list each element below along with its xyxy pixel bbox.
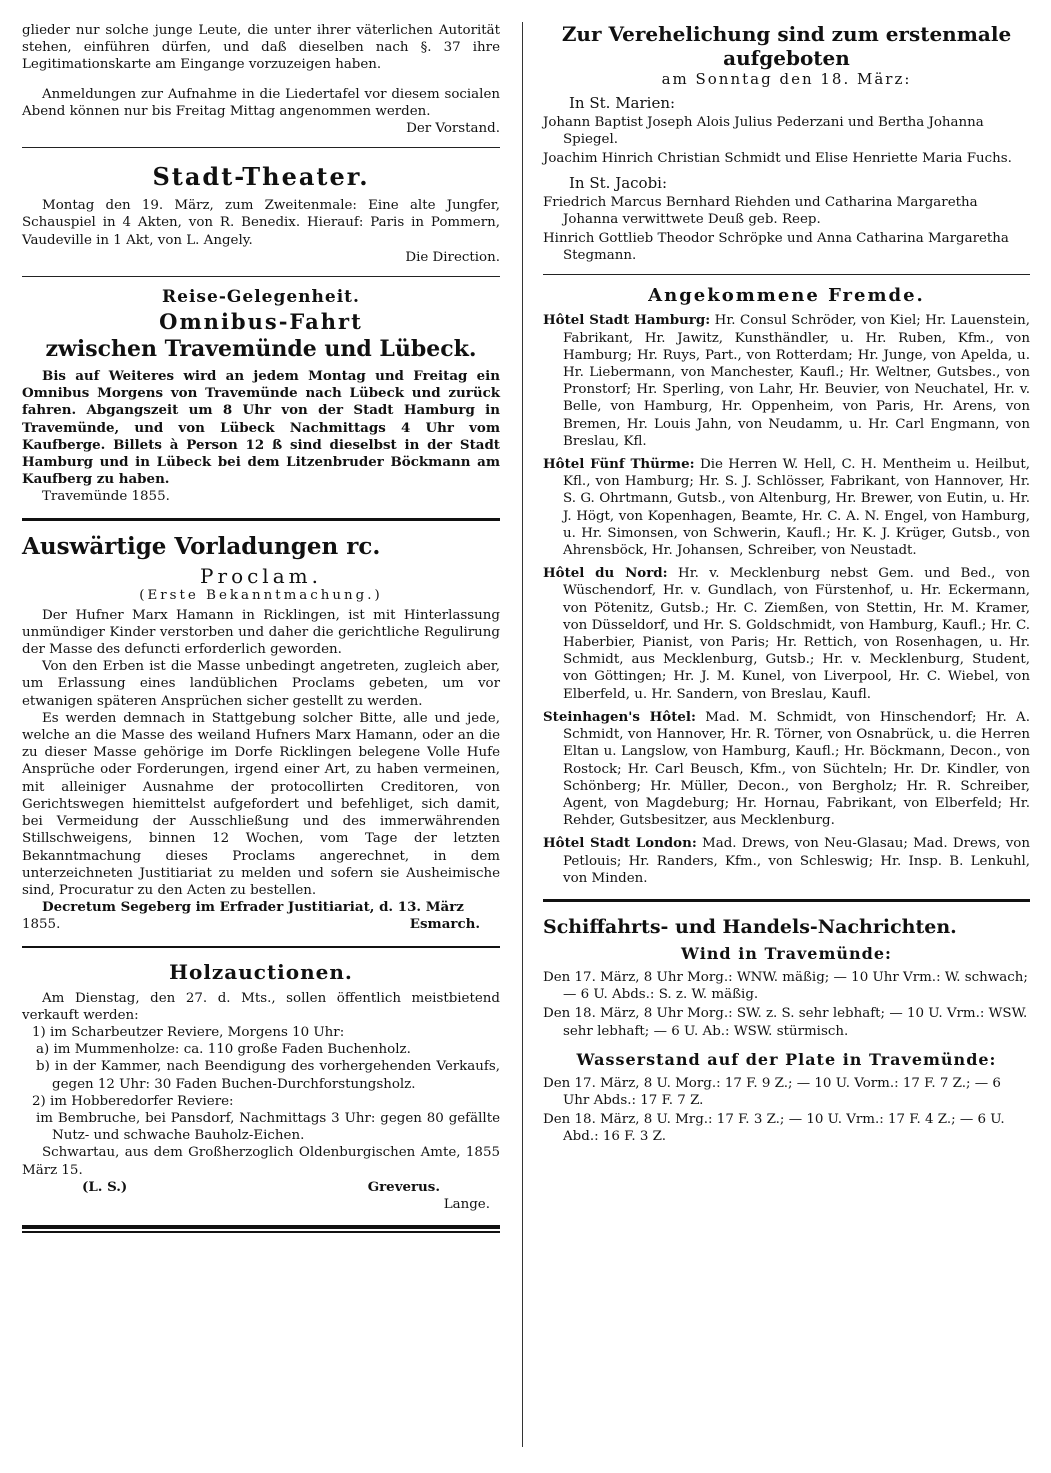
hotel-entry-stadt-london <box>543 835 1030 887</box>
wood-signature-2: Lange. <box>443 1196 490 1212</box>
section-rule-thick <box>543 899 1030 902</box>
omnibus-text: Bis auf Weiteres wird an jedem Montag und Freitag ein Omnibus Morgens von Travemünde nach Lübeck und zurück fahren. Abgangszeit um 8 Uhr von der Stadt Hamburg in Travemünde, und von Lübeck Nachmittags 4 Uhr vom Kaufberge. Billets à Person 12 ß sind dieselbst in der Stadt Hamburg und in Lübeck bei dem Litzenbruder Böckmann am Kaufberg zu haben. <box>22 368 500 488</box>
proclam-decree: Decretum Segeberg im Erfrader Justitiariat, d. 13. März <box>42 899 464 916</box>
theatre-heading: Stadt-Theater. <box>152 162 370 192</box>
hotel-name: Hôtel Stadt London: <box>543 835 697 852</box>
section-rule <box>22 946 500 948</box>
omnibus-signature: Travemünde 1855. <box>42 489 170 505</box>
jacobi-heading: In St. Jacobi: <box>569 173 668 192</box>
water-level-heading: Wasserstand auf der Plate in Travemünde: <box>576 1049 997 1069</box>
hotel-entry-stadt-hamburg <box>543 312 1030 450</box>
wind-entry-1: Den 17. März, 8 Uhr Morg.: WNW. mäßig; — 10 Uhr Vrm.: W. schwach; — 6 U. Abds.: S. z. W. mäßig. <box>543 969 1028 1003</box>
right-column <box>543 22 1030 1148</box>
liedertafel-notice: Anmeldungen zur Aufnahme in die Liedertafel vor diesem socialen Abend können nur bis Freitag Mittag angenommen werden. <box>22 86 500 119</box>
summons-heading: Auswärtige Vorladungen rc. <box>22 532 381 560</box>
hotel-name: Hôtel Fünf Thürme: <box>543 456 695 473</box>
page-bottom-rule <box>22 1225 500 1233</box>
wood-signatures <box>22 1179 500 1196</box>
wind-heading: Wind in Travemünde: <box>681 943 892 963</box>
hotel-guests: Hr. Consul Schröder, von Kiel; Hr. Lauenstein, Fabrikant, Hr. Jawitz, Kunsthändler, u. Hr. Ruben, Kfm., von Hamburg; Hr. Ruys, Part., von Rotterdam; Hr. Junge, von Apelda, u. Hr. Liebermann, von Manchester, Kaufl.; Hr. Weltner, Gutsbes., von Pronstorf; Hr. Sperling, von Lahr, Hr. Beuvier, von Neuchatel, Hr. v. Belle, von Hamburg, Hr. Oppenheim, von Paris, Hr. Arens, von Bremen, Hr. Louis Jahn, von Neudamm, u. Hr. Carl Engmann, von Breslau, Kfl. <box>563 313 1030 449</box>
hotel-name: Hôtel Stadt Hamburg: <box>543 312 711 329</box>
proclam-signature: Esmarch. <box>409 916 480 933</box>
jacobi-entry-2: Hinrich Gottlieb Theodor Schröpke und Anna Catharina Margaretha Stegmann. <box>543 231 1009 264</box>
wood-seal: (L. S.) <box>82 1178 128 1195</box>
travel-heading: Reise-Gelegenheit. <box>162 287 360 308</box>
section-rule <box>22 147 500 148</box>
wind-entry-2: Den 18. März, 8 Uhr Morg.: SW. z. S. sehr lebhaft; — 10 U. Vrm.: WSW. sehr lebhaft; — 6 U. Ab.: WSW. stürmisch. <box>543 1006 1028 1039</box>
omnibus-heading: Omnibus-Fahrt <box>159 309 363 335</box>
route-heading: zwischen Travemünde und Lübeck. <box>45 336 477 363</box>
proclam-paragraph-1: Der Hufner Marx Hamann in Ricklingen, ist mit Hinterlassung unmündiger Kinder verstorben und daher die gerichtliche Regulirung der Masse des defuncti erforderlich geworden. <box>22 607 500 658</box>
wood-item-2: 2) im Hobberedorfer Reviere: <box>32 1093 234 1109</box>
hotel-guests: Mad. M. Schmidt, von Hinschendorf; Hr. A. Schmidt, von Hannover, Hr. R. Törner, von Osnabrück, u. die Herren Eltan u. Langslow, von Hamburg, Kaufl.; Hr. Böckmann, Decon., von Rostock; Hr. Carl Beusch, Kfm., von Süchteln; Hr. Dr. Kindler, von Schönberg; Hr. Müller, Decon., von Bergholz; Hr. R. Schreiber, Agent, von Magdeburg; Hr. Hornau, Fabrikant, von Elberfeld; Hr. Rehder, Gutsbesitzer, aus Mecklenburg. <box>563 709 1030 829</box>
hotel-entry-steinhagen <box>543 709 1030 829</box>
banns-date: am Sonntag den 18. März: <box>661 70 912 88</box>
hotel-guests: Mad. Drews, von Neu-Glasau; Mad. Drews, von Petlouis; Hr. Randers, Kfm., von Schleswig; Hr. Insp. B. Lenkuhl, von Minden. <box>563 836 1030 886</box>
proclam-subheading: (Erste Bekanntmachung.) <box>139 587 383 603</box>
column-divider <box>522 22 523 1447</box>
hotel-entry-du-nord <box>543 565 1030 703</box>
notice-signature: Der Vorstand. <box>406 121 500 137</box>
marien-entry-1: Johann Baptist Joseph Alois Julius Pederzani und Bertha Johanna Spiegel. <box>543 115 984 148</box>
section-rule-thick <box>22 518 500 521</box>
section-rule <box>543 274 1030 275</box>
wood-item-1a: a) im Mummenholze: ca. 110 große Faden Buchenholz. <box>36 1042 411 1058</box>
proclam-heading: Proclam. <box>200 563 322 588</box>
water-entry-1: Den 17. März, 8 U. Morg.: 17 F. 9 Z.; — 10 U. Vorm.: 17 F. 7 Z.; — 6 Uhr Abds.: 17 F. 7 Z. <box>543 1075 1001 1108</box>
wood-place-date: Schwartau, aus dem Großherzoglich Oldenburgischen Amte, 1855 März 15. <box>22 1145 500 1178</box>
arrivals-heading: Angekommene Fremde. <box>648 285 925 307</box>
proclam-footer <box>22 916 500 933</box>
marien-entry-2: Joachim Hinrich Christian Schmidt und Elise Henriette Maria Fuchs. <box>543 151 1012 167</box>
jacobi-entry-1: Friedrich Marcus Bernhard Riehden und Catharina Margaretha Johanna verwittwete Deuß geb. Reep. <box>543 194 978 227</box>
newspaper-page <box>22 22 1030 1452</box>
hotel-name: Hôtel du Nord: <box>543 565 668 582</box>
proclam-year: 1855. <box>22 917 61 933</box>
hotel-guests: Hr. v. Mecklenburg nebst Gem. und Bed., von Wüschendorf, Hr. v. Gundlach, von Fürstenhof, u. Hr. Eckermann, von Pötenitz, Gutsb.; Hr. C. Ziemßen, von Stettin, Hr. M. Kramer, von Düsseldorf, und Hr. S. Goldschmidt, von Hamburg, Kaufl.; Hr. C. Haberbier, Pianist, von Paris; Hr. Rettich, von Rosenhagen, u. Hr. Schmidt, aus Mecklenburg, Gutsb.; Hr. v. Mecklenburg, Student, von Göttingen; Hr. J. M. Kunel, von Liverpool, Hr. C. Wiebel, von Elberfeld, u. Hr. Sandern, von Breslau, Kaufl. <box>563 566 1030 702</box>
wood-intro: Am Dienstag, den 27. d. Mts., sollen öffentlich meistbietend verkauft werden: <box>22 990 500 1023</box>
section-rule <box>22 276 500 277</box>
wood-item-1b: b) in der Kammer, nach Beendigung des vorhergehenden Verkaufs, gegen 12 Uhr: 30 Faden Buchen-Durchforstungsholz. <box>36 1059 500 1092</box>
left-column <box>22 22 500 1233</box>
wood-item-2a: im Bembruche, bei Pansdorf, Nachmittags 3 Uhr: gegen 80 gefällte Nutz- und schwache Bauholz-Eichen. <box>36 1110 500 1144</box>
hotel-name: Steinhagen's Hôtel: <box>543 708 696 725</box>
wood-item-1: 1) im Scharbeutzer Reviere, Morgens 10 Uhr: <box>32 1024 345 1040</box>
intro-paragraph: glieder nur solche junge Leute, die unter ihrer väterlichen Autorität stehen, einführen dürfen, und daß dieselben nach §. 37 ihre Legitimationskarte am Eingange vorzuzeigen haben. <box>22 23 500 73</box>
marien-heading: In St. Marien: <box>569 94 676 112</box>
banns-heading: Zur Verehelichung sind zum erstenmale aufgeboten <box>561 22 1012 70</box>
proclam-paragraph-3: Es werden demnach in Stattgebung solcher Bitte, alle und jede, welche an die Masse des weiland Hufners Marx Hamann, oder an die zu dieser Masse gehörige im Dorfe Ricklingen belegene Volle Hufe Ansprüche oder Forderungen, irgend einer Art, zu haben vermeinen, mit alleiniger Ausnahme der protocollirten Creditoren, von Gerichtswegen hiemittelst aufgefordert und befehliget, sich damit, bei Vermeidung der Ausschließung und des immerwährenden Stillschweigens, binnen 12 Wochen, vom Tage der letzten Bekanntmachung dieses Proclams angerechnet, in dem unterzeichneten Justitiariat zu melden und sofern sie Ausheimische sind, Procuratur zu den Acten zu bestellen. <box>22 710 500 898</box>
hotel-guests: Die Herren W. Hell, C. H. Mentheim u. Heilbut, Kfl., von Hamburg; Hr. S. J. Schlösser, Fabrikant, von Hannover, Hr. S. G. Ohrtmann, Gutsb., von Altenburg, Hr. Brewer, von Eutin, u. Hr. J. Högt, von Kopenhagen, Beamte, Hr. C. A. N. Engel, von Hamburg, u. Hr. Simonsen, von Schwerin, Kaufl.; Hr. K. J. Krüger, Gutsb., von Ahrensböck, Hr. Johansen, Schreiber, von Neustadt. <box>563 457 1031 559</box>
shipping-heading: Schiffahrts- und Handels-Nachrichten. <box>543 915 957 938</box>
wood-auction-heading: Holzauctionen. <box>169 959 353 984</box>
proclam-paragraph-2: Von den Erben ist die Masse unbedingt angetreten, zugleich aber, um Erlassung eines landüblichen Proclams gebeten, um vor etwanigen späteren Ansprüchen sicher gestellt zu werden. <box>22 659 500 709</box>
water-entry-2: Den 18. März, 8 U. Mrg.: 17 F. 3 Z.; — 10 U. Vrm.: 17 F. 4 Z.; — 6 U. Abd.: 16 F. 3 Z. <box>543 1112 1005 1145</box>
wood-signature-1: Greverus. <box>367 1178 440 1195</box>
hotel-entry-fuenf-thuerme <box>543 456 1030 559</box>
theatre-signature: Die Direction. <box>405 249 500 265</box>
theatre-text: Montag den 19. März, zum Zweitenmale: Eine alte Jungfer, Schauspiel in 4 Akten, von R. Benedix. Hierauf: Paris in Pommern, Vaudeville in 1 Akt, von L. Angely. <box>22 198 500 248</box>
